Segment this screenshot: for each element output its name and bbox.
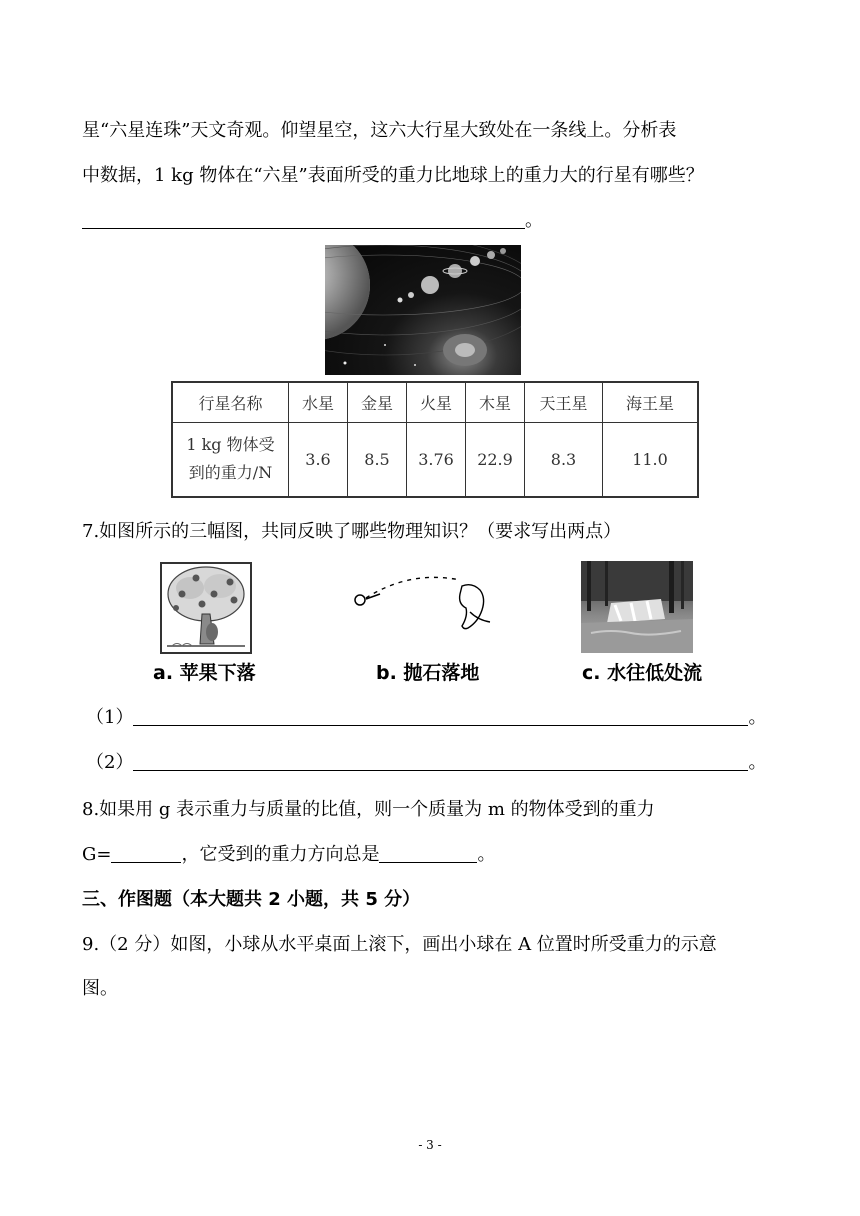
table-cell: 8.3 bbox=[525, 422, 603, 497]
table-cell: 22.9 bbox=[466, 422, 525, 497]
table-cell: 11.0 bbox=[603, 422, 699, 497]
q6-text-line1: 星“六星连珠”天文奇观。仰望星空，这六大行星大致处在一条线上。分析表 bbox=[82, 120, 677, 141]
q9-text-line1: 9.（2 分）如图，小球从水平桌面上滚下，画出小球在 A 位置时所受重力的示意 bbox=[82, 934, 717, 955]
q7-answer-2: （2） 。 bbox=[86, 752, 767, 773]
q6-answer-line: 。 bbox=[82, 206, 543, 232]
table-header-row bbox=[172, 382, 698, 422]
planet-gravity-table bbox=[171, 381, 699, 498]
table-planet-name: 木星 bbox=[466, 382, 525, 422]
answer-blank[interactable] bbox=[379, 844, 477, 863]
table-cell: 8.5 bbox=[348, 422, 407, 497]
section-heading: 三、作图题（本大题共 2 小题，共 5 分） bbox=[82, 889, 421, 910]
solar-system-image bbox=[325, 245, 521, 375]
answer-blank[interactable] bbox=[111, 844, 181, 863]
table-value-row bbox=[172, 422, 698, 497]
answer-blank[interactable] bbox=[133, 752, 748, 771]
q7-answer-1: （1） 。 bbox=[86, 707, 767, 728]
page-number: - 3 - bbox=[418, 1138, 442, 1152]
table-row-label-line1: 1 kg 物体受 bbox=[186, 435, 275, 455]
table-planet-name: 金星 bbox=[348, 382, 407, 422]
table-cell: 3.6 bbox=[289, 422, 348, 497]
answer-label: （2） bbox=[86, 752, 134, 773]
caption-water: c. 水往低处流 bbox=[582, 662, 703, 684]
table-planet-name: 海王星 bbox=[603, 382, 699, 422]
table-planet-name: 火星 bbox=[407, 382, 466, 422]
apple-tree-image bbox=[160, 562, 252, 654]
caption-stone: b. 抛石落地 bbox=[376, 662, 480, 684]
answer-label: （1） bbox=[86, 707, 134, 728]
table-cell: 3.76 bbox=[407, 422, 466, 497]
thrown-stone-image bbox=[350, 572, 510, 640]
table-row-label-line2: 到的重力/N bbox=[188, 463, 273, 483]
answer-blank[interactable] bbox=[82, 210, 525, 229]
q7-question: 7.如图所示的三幅图，共同反映了哪些物理知识？（要求写出两点） bbox=[82, 521, 622, 542]
caption-apple: a. 苹果下落 bbox=[153, 662, 256, 684]
answer-blank[interactable] bbox=[133, 707, 748, 726]
q8-text-line1: 8.如果用 g 表示重力与质量的比值，则一个质量为 m 的物体受到的重力 bbox=[82, 799, 655, 820]
q8-text-line2: G= ，它受到的重力方向总是 。 bbox=[82, 844, 496, 865]
q9-text-line2: 图。 bbox=[82, 978, 118, 999]
q6-text-line2: 中数据，1 kg 物体在“六星”表面所受的重力比地球上的重力大的行星有哪些？ bbox=[82, 165, 704, 186]
table-header-label: 行星名称 bbox=[172, 382, 289, 422]
table-planet-name: 水星 bbox=[289, 382, 348, 422]
waterfall-image bbox=[581, 561, 693, 653]
table-row-label bbox=[172, 422, 289, 497]
table-planet-name: 天王星 bbox=[525, 382, 603, 422]
